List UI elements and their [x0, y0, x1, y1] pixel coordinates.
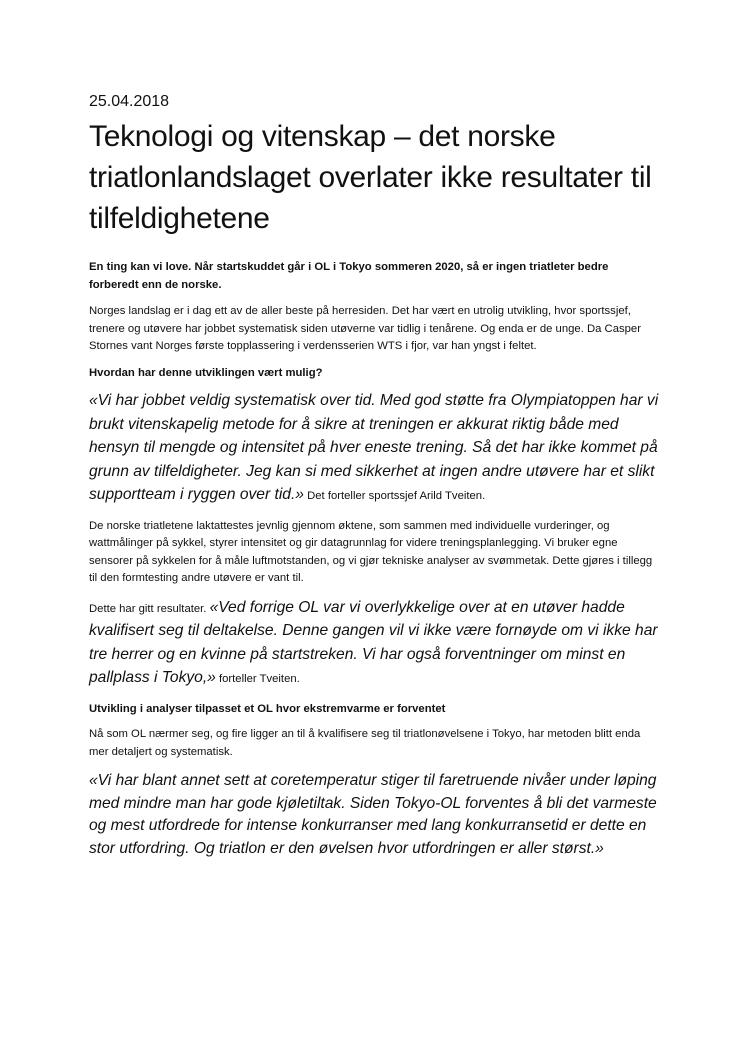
body-paragraph-2: De norske triatletene laktattestes jevnlig gjennom øktene, som sammen med individuelle vurderinger, og wattmålinger på sykkel, styrer intensitet og gir datagrunnlag for videre treningsplanlegging. Vi bruker egne sensorer på sykkelen for å måle luftmotstanden, og vi gjør tekniske analyser av svømmetak. Dette gjøres i tillegg til den formtesting andre utøvere er vant til. [89, 519, 653, 584]
subheading-2: Utvikling i analyser tilpasset et OL hvor ekstremvarme er forventet [89, 702, 446, 715]
quote-paragraph-1 [89, 390, 659, 508]
lead-paragraph: En ting kan vi love. Når startskuddet går i OL i Tokyo sommeren 2020, så er ingen triatleter bedre forberedt enn de norske. [89, 261, 609, 291]
quote-3: «Vi har blant annet sett at coretemperatur stiger til faretruende nivåer under løping med mindre man har gode kjøletiltak. Siden Tokyo-OL forventes å bli det varmeste og mest utfordrede for intense konkurranser med lang konkurransetid er dette en stor utfordring. Og triatlon er den øvelsen hvor utfordringen er aller størst.» [89, 772, 657, 857]
quote-2-attribution: forteller Tveiten. [215, 673, 300, 685]
subheading-1: Hvordan har denne utviklingen vært mulig? [89, 366, 323, 379]
body-paragraph-3: Nå som OL nærmer seg, og fire ligger an til å kvalifisere seg til triatlonøvelsene i Tokyo, har metoden blitt enda mer detaljert og systematisk. [89, 728, 641, 758]
article [89, 92, 659, 860]
quote-paragraph-2 [89, 597, 659, 691]
article-date: 25.04.2018 [89, 93, 170, 110]
quote-2-intro: Dette har gitt resultater. [89, 602, 210, 615]
quote-2: «Ved forrige OL var vi overlykkelige over at en utøver hadde kvalifisert seg til deltakelse. Denne gangen vil vi ikke være fornøyde om vi ikke har tre herrer og en kvinne på startstreken. Vi har også forventninger om minst en pallplass i Tokyo,» [89, 598, 658, 686]
article-title: Teknologi og vitenskap – det norske triatlonlandslaget overlater ikke resultater til tilfeldighetene [89, 120, 652, 235]
quote-1: «Vi har jobbet veldig systematisk over tid. Med god støtte fra Olympiatoppen har vi brukt vitenskapelig metode for å sikre at treningen er akkurat riktig både med hensyn til mengde og intensitet på hver eneste trening. Så det har ikke kommet på grunn av tilfeldigheter. Jeg kan si med sikkerhet at ingen andre utøvere har et slikt supportteam i ryggen over tid.» [89, 392, 659, 503]
quote-1-attribution: Det forteller sportssjef Arild Tveiten. [303, 490, 486, 502]
body-paragraph-1: Norges landslag er i dag ett av de aller beste på herresiden. Det har vært en utrolig utvikling, hvor sportssjef, trenere og utøvere har jobbet systematisk siden utøverne var tidlig i tenårene. Og enda er de unge. Da Casper Stornes vant Norges første topplassering i verdensserien WTS i fjor, var han yngst i feltet. [89, 305, 641, 352]
